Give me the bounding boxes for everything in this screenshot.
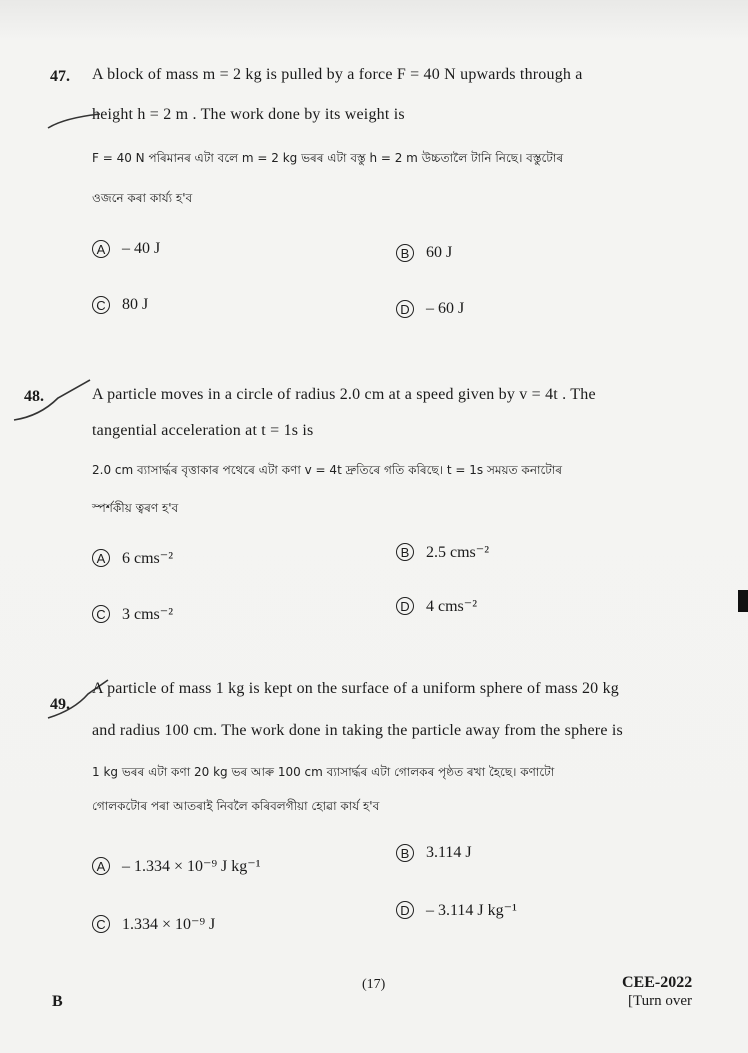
question-text-line-2: and radius 100 cm. The work done in taking the particle away from the sphere is: [92, 722, 623, 739]
exam-code: CEE-2022: [622, 974, 693, 991]
option-b[interactable]: [396, 542, 489, 562]
option-text: – 3.114 J kg⁻¹: [426, 902, 517, 919]
option-letter-circle: D: [396, 597, 414, 615]
option-text: 60 J: [426, 244, 453, 261]
option-letter-circle: A: [92, 240, 110, 258]
assamese-text-line-2: ওজনে কৰা কাৰ্য্য হ'ব: [92, 191, 193, 205]
assamese-text-line-1: 1 kg ভৰৰ এটা কণা 20 kg ভৰ আৰু 100 cm ব্যাসাৰ্দ্ধৰ এটা গোলকৰ পৃষ্ঠত ৰখা হৈছে। কণাটো: [92, 765, 555, 779]
option-c[interactable]: [92, 604, 173, 624]
option-letter-circle: C: [92, 605, 110, 623]
option-text: 2.5 cms⁻²: [426, 544, 490, 561]
option-c[interactable]: [92, 914, 215, 934]
question-number: 48.: [24, 388, 44, 405]
question-text-line-1: A particle moves in a circle of radius 2.0 cm at a speed given by v = 4t . The: [92, 386, 596, 403]
edge-marker: [738, 590, 748, 612]
option-letter-circle: C: [92, 296, 110, 314]
turn-over-note: [Turn over: [628, 993, 693, 1009]
option-text: 4 cms⁻²: [426, 598, 478, 615]
assamese-text-line-2: গোলকটোৰ পৰা আতৰাই নিবলৈ কৰিবলগীয়া হোৱা কাৰ্য হ'ব: [92, 799, 380, 813]
question-text-line-2: height h = 2 m . The work done by its weight is: [92, 106, 405, 123]
option-text: – 1.334 × 10⁻⁹ J kg⁻¹: [122, 858, 261, 875]
question-number: 49.: [50, 696, 70, 713]
option-text: 3 cms⁻²: [122, 606, 174, 623]
option-b[interactable]: [396, 244, 452, 262]
option-letter-circle: A: [92, 549, 110, 567]
option-letter-circle: D: [396, 901, 414, 919]
pen-tick-mark: [44, 110, 104, 132]
option-text: – 60 J: [426, 300, 465, 317]
question-text-line-2: tangential acceleration at t = 1s is: [92, 422, 314, 439]
option-letter-circle: B: [396, 844, 414, 862]
option-text: 6 cms⁻²: [122, 550, 174, 567]
question-number: 47.: [50, 68, 70, 85]
set-code: B: [52, 993, 63, 1010]
option-d[interactable]: [396, 300, 464, 318]
assamese-text-line-1: F = 40 N পৰিমানৰ এটা বলে m = 2 kg ভৰৰ এটা বস্তু h = 2 m উচ্চতালৈ টানি নিছে। বস্তুটোৰ: [92, 151, 564, 165]
option-d[interactable]: [396, 596, 477, 616]
option-text: 80 J: [122, 296, 149, 313]
option-b[interactable]: [396, 844, 472, 862]
question-text-line-1: A block of mass m = 2 kg is pulled by a force F = 40 N upwards through a: [92, 66, 583, 83]
option-letter-circle: B: [396, 244, 414, 262]
option-letter-circle: B: [396, 543, 414, 561]
option-d[interactable]: [396, 900, 517, 920]
option-c[interactable]: [92, 296, 148, 314]
option-letter-circle: C: [92, 915, 110, 933]
option-text: 1.334 × 10⁻⁹ J: [122, 916, 216, 933]
option-letter-circle: D: [396, 300, 414, 318]
option-a[interactable]: [92, 856, 261, 876]
option-a[interactable]: [92, 548, 173, 568]
option-a[interactable]: [92, 240, 160, 258]
assamese-text-line-1: 2.0 cm ব্যাসাৰ্দ্ধৰ বৃত্তাকাৰ পথেৰে এটা কণা v = 4t দ্ৰুতিৰে গতি কৰিছে। t = 1s সময়ত কনাটোৰ: [92, 463, 563, 477]
question-text-line-1: A particle of mass 1 kg is kept on the surface of a uniform sphere of mass 20 kg: [92, 680, 619, 697]
assamese-text-line-2: স্পৰ্শকীয় ত্বৰণ হ'ব: [92, 501, 179, 515]
option-letter-circle: A: [92, 857, 110, 875]
option-text: – 40 J: [122, 240, 161, 257]
page-number: (17): [362, 977, 386, 992]
pen-tick-mark: [10, 376, 100, 426]
option-text: 3.114 J: [426, 844, 472, 861]
